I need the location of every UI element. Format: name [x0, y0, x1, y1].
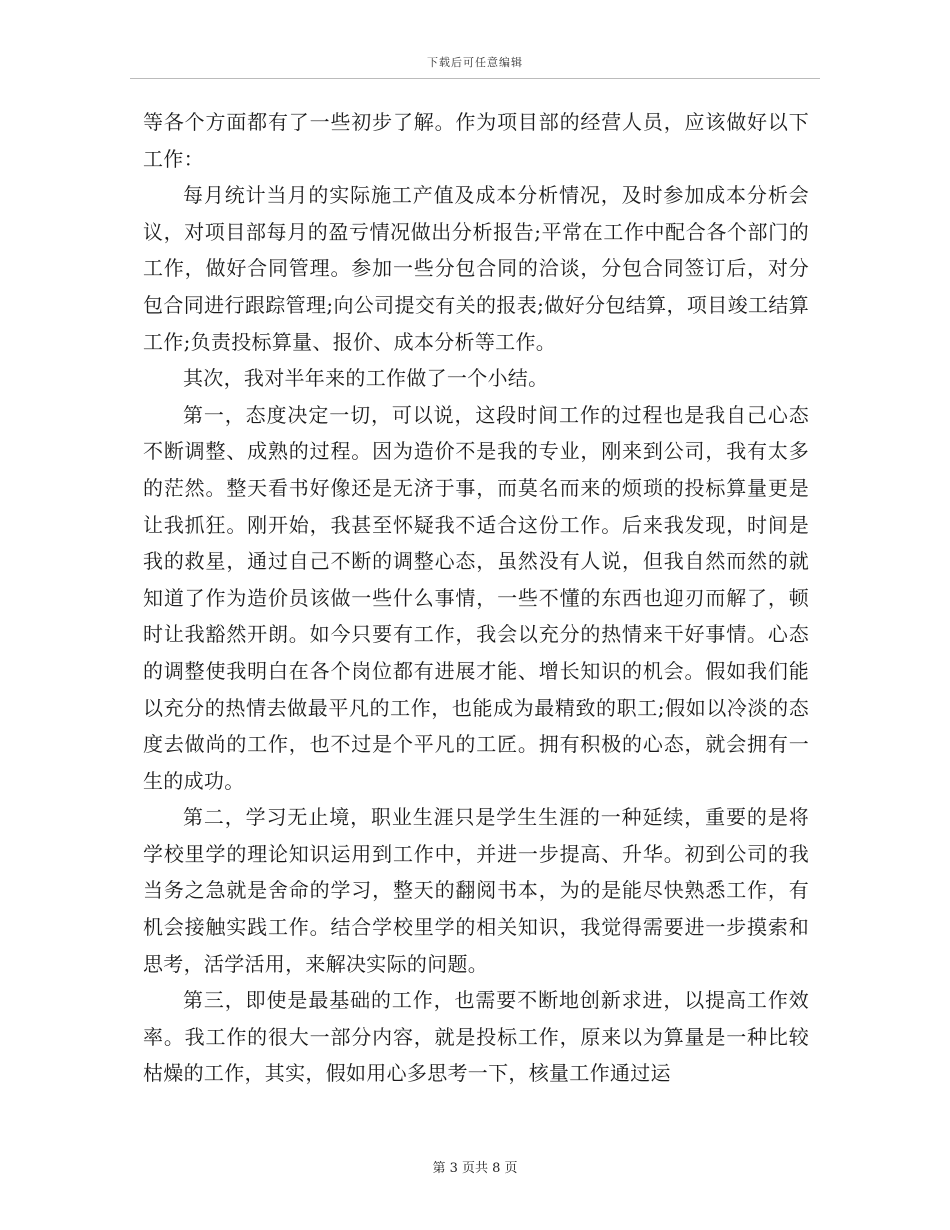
paragraph: 等各个方面都有了一些初步了解。作为项目部的经营人员，应该做好以下工作：	[143, 110, 809, 171]
paragraph: 第二，学习无止境，职业生涯只是学生生涯的一种延续，重要的是将学校里学的理论知识运用到工作中，并进一步提高、升华。初到公司的我当务之急就是舍命的学习，整天的翻阅书本，为的是能尽快熟悉工作，有机会接触实践工作。结合学校里学的相关知识，我觉得需要进一步摸索和思考，活学活用，来解决实际的问题。	[143, 805, 809, 976]
page-number: 第 3 页共 8 页	[432, 1161, 518, 1176]
paragraph: 其次，我对半年来的工作做了一个小结。	[183, 366, 549, 391]
paragraph: 每月统计当月的实际施工产值及成本分析情况，及时参加成本分析会议，对项目部每月的盈亏情况做出分析报告;平常在工作中配合各个部门的工作，做好合同管理。参加一些分包合同的洽谈，分包合同签订后，对分包合同进行跟踪管理;向公司提交有关的报表;做好分包结算，项目竣工结算工作;负责投标算量、报价、成本分析等工作。	[143, 183, 809, 354]
page-header: 下载后可任意编辑	[427, 56, 523, 69]
header-divider	[130, 78, 820, 79]
paragraph: 第一，态度决定一切，可以说，这段时间工作的过程也是我自己心态不断调整、成熟的过程。因为造价不是我的专业，刚来到公司，我有太多的茫然。整天看书好像还是无济于事，而莫名而来的烦琐的投标算量更是让我抓狂。刚开始，我甚至怀疑我不适合这份工作。后来我发现，时间是我的救星，通过自己不断的调整心态，虽然没有人说，但我自然而然的就知道了作为造价员该做一些什么事情，一些不懂的东西也迎刃而解了，顿时让我豁然开朗。如今只要有工作，我会以充分的热情来干好事情。心态的调整使我明白在各个岗位都有进展才能、增长知识的机会。假如我们能以充分的热情去做最平凡的工作，也能成为最精致的职工;假如以冷淡的态度去做尚的工作，也不过是个平凡的工匠。拥有积极的心态，就会拥有一生的成功。	[143, 402, 809, 793]
paragraph: 第三，即使是最基础的工作，也需要不断地创新求进，以提高工作效率。我工作的很大一部分内容，就是投标工作，原来以为算量是一种比较枯燥的工作，其实，假如用心多思考一下，核量工作通过运	[143, 988, 809, 1086]
document-body	[143, 104, 809, 1092]
